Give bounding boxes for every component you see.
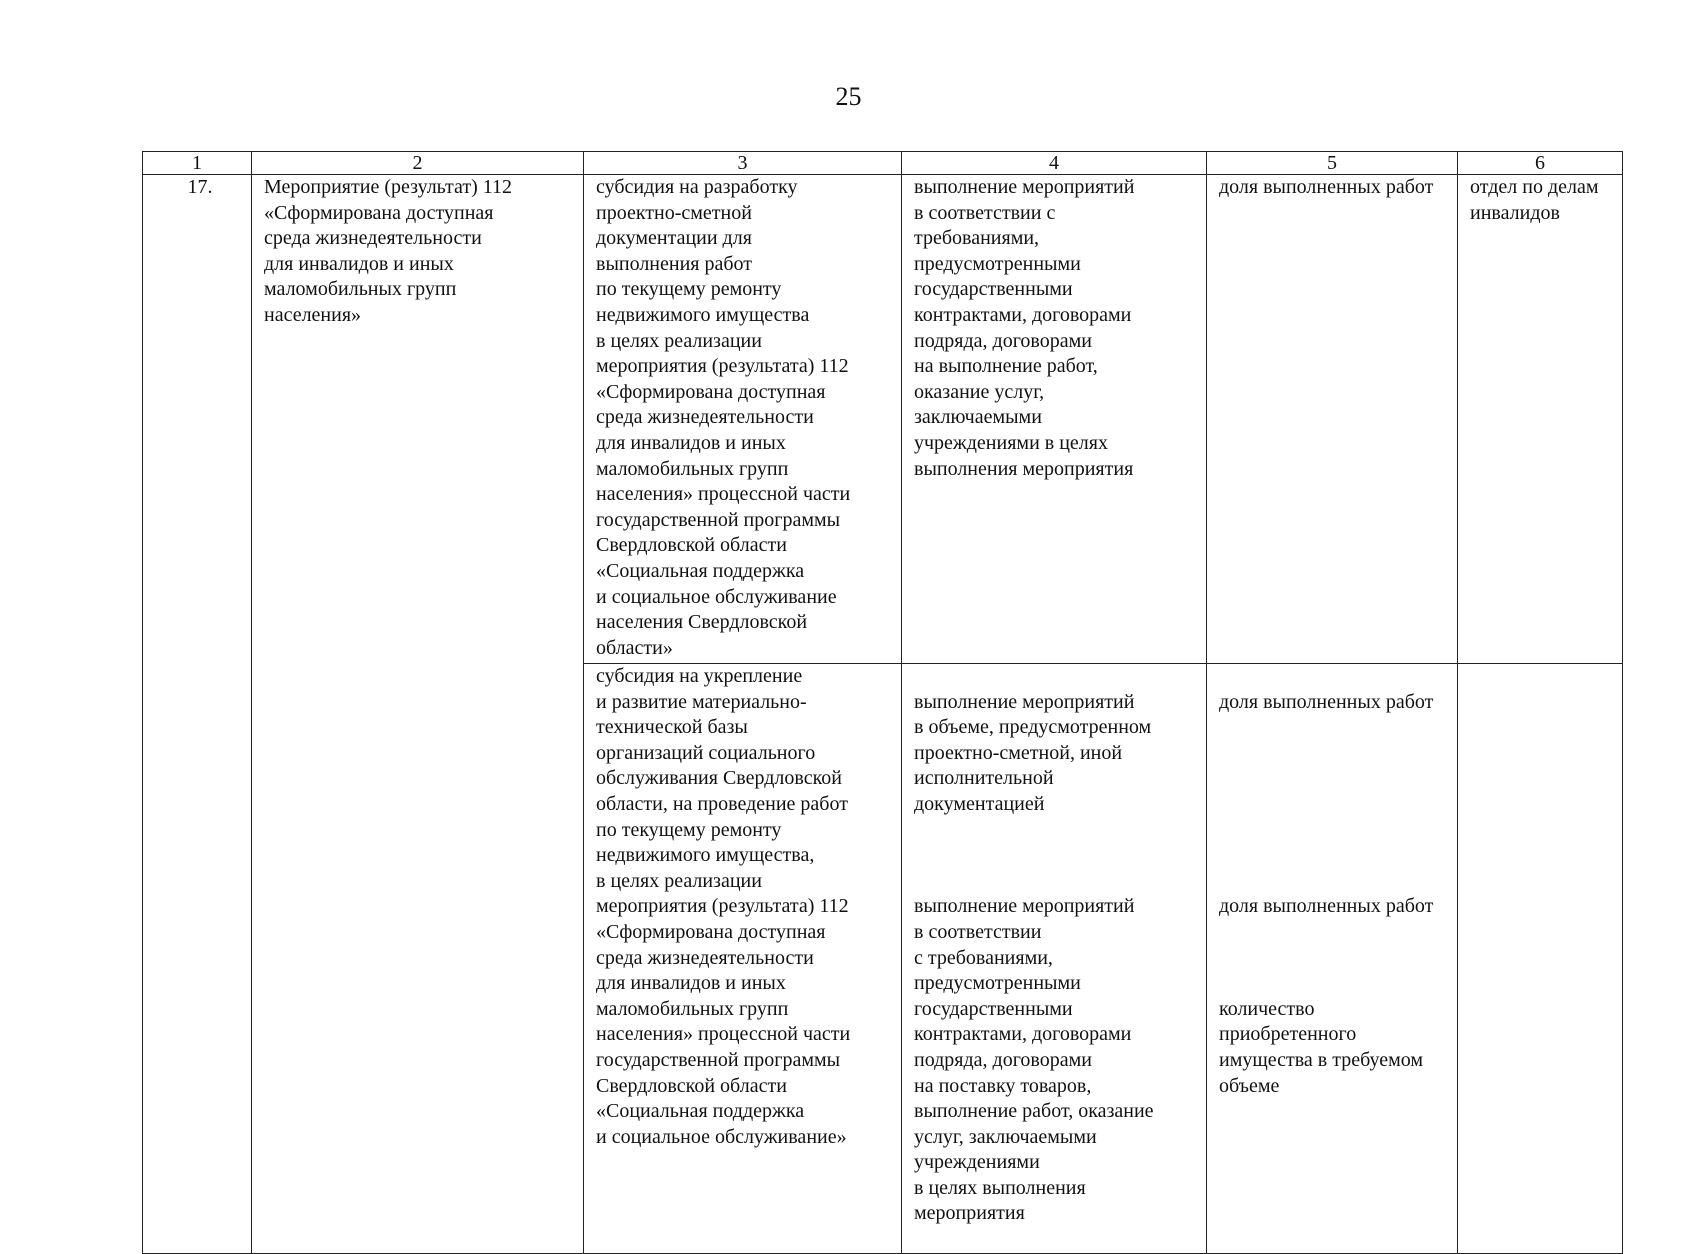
page-number: 25 (835, 82, 862, 111)
table-row (143, 175, 1623, 664)
column-header-5: 5 (1207, 152, 1458, 175)
indicator: количество приобретенного имущества в требуемом объеме (1219, 997, 1424, 1097)
measures-table (142, 151, 1623, 1254)
responsible-unit (1458, 664, 1623, 1254)
expected-result: выполнение мероприятий в объеме, предусмотренном проектно-сметной, иной исполнительной документацией (914, 690, 1152, 815)
expected-result: выполнение мероприятий в соответствии с требованиями, предусмотренными государственными контрактами, договорами подряда, договорами на выполнение работ, оказание услуг, заключаемыми учреждениями в целях выполнения мероприятия (902, 175, 1207, 664)
subsidy-description: субсидия на разработку проектно-сметной документации для выполнения работ по текущему ремонту недвижимого имущества в целях реализации мероприятия (результата) 112 «Сформирована доступная среда жизнедеятельности для инвалидов и иных маломобильных групп населения» процессной части государственной программы Свердловской области «Социальная поддержка и социальное обслуживание населения Свердловской области» (584, 175, 902, 664)
spacer (1219, 741, 1451, 869)
indicator: доля выполненных работ (1219, 690, 1434, 713)
column-header-1: 1 (143, 152, 252, 175)
indicator: доля выполненных работ (1219, 895, 1434, 918)
responsible-unit: отдел по делам инвалидов (1458, 175, 1623, 664)
column-header-6: 6 (1458, 152, 1623, 175)
column-header-2: 2 (252, 152, 584, 175)
column-number-row (143, 152, 1623, 175)
event-name: Мероприятие (результат) 112 «Сформирована доступная среда жизнедеятельности для инвалидов и иных маломобильных групп населения» (252, 175, 584, 1254)
indicator-cell (1207, 664, 1458, 1254)
subsidy-description: субсидия на укрепление и развитие материально- технической базы организаций социального обслуживания Свердловской области, на проведение работ по текущему ремонту недвижимого имущества, в целях реализации мероприятия (результата) 112 «Сформирована доступная среда жизнедеятельности для инвалидов и иных маломобильных групп населения» процессной части государственной программы Свердловской области «Социальная поддержка и социальное обслуживание» (584, 664, 902, 1254)
spacer (914, 843, 1200, 869)
indicator: доля выполненных работ (1207, 175, 1458, 664)
spacer (1219, 946, 1451, 972)
row-number: 17. (143, 175, 252, 1254)
column-header-3: 3 (584, 152, 902, 175)
expected-result-cell (902, 664, 1207, 1254)
expected-result: выполнение мероприятий в соответствии с требованиями, предусмотренными государственными контрактами, договорами подряда, договорами на поставку товаров, выполнение работ, оказание услуг, заключаемыми учреждениями в целях выполнения мероприятия (914, 895, 1154, 1225)
column-header-4: 4 (902, 152, 1207, 175)
